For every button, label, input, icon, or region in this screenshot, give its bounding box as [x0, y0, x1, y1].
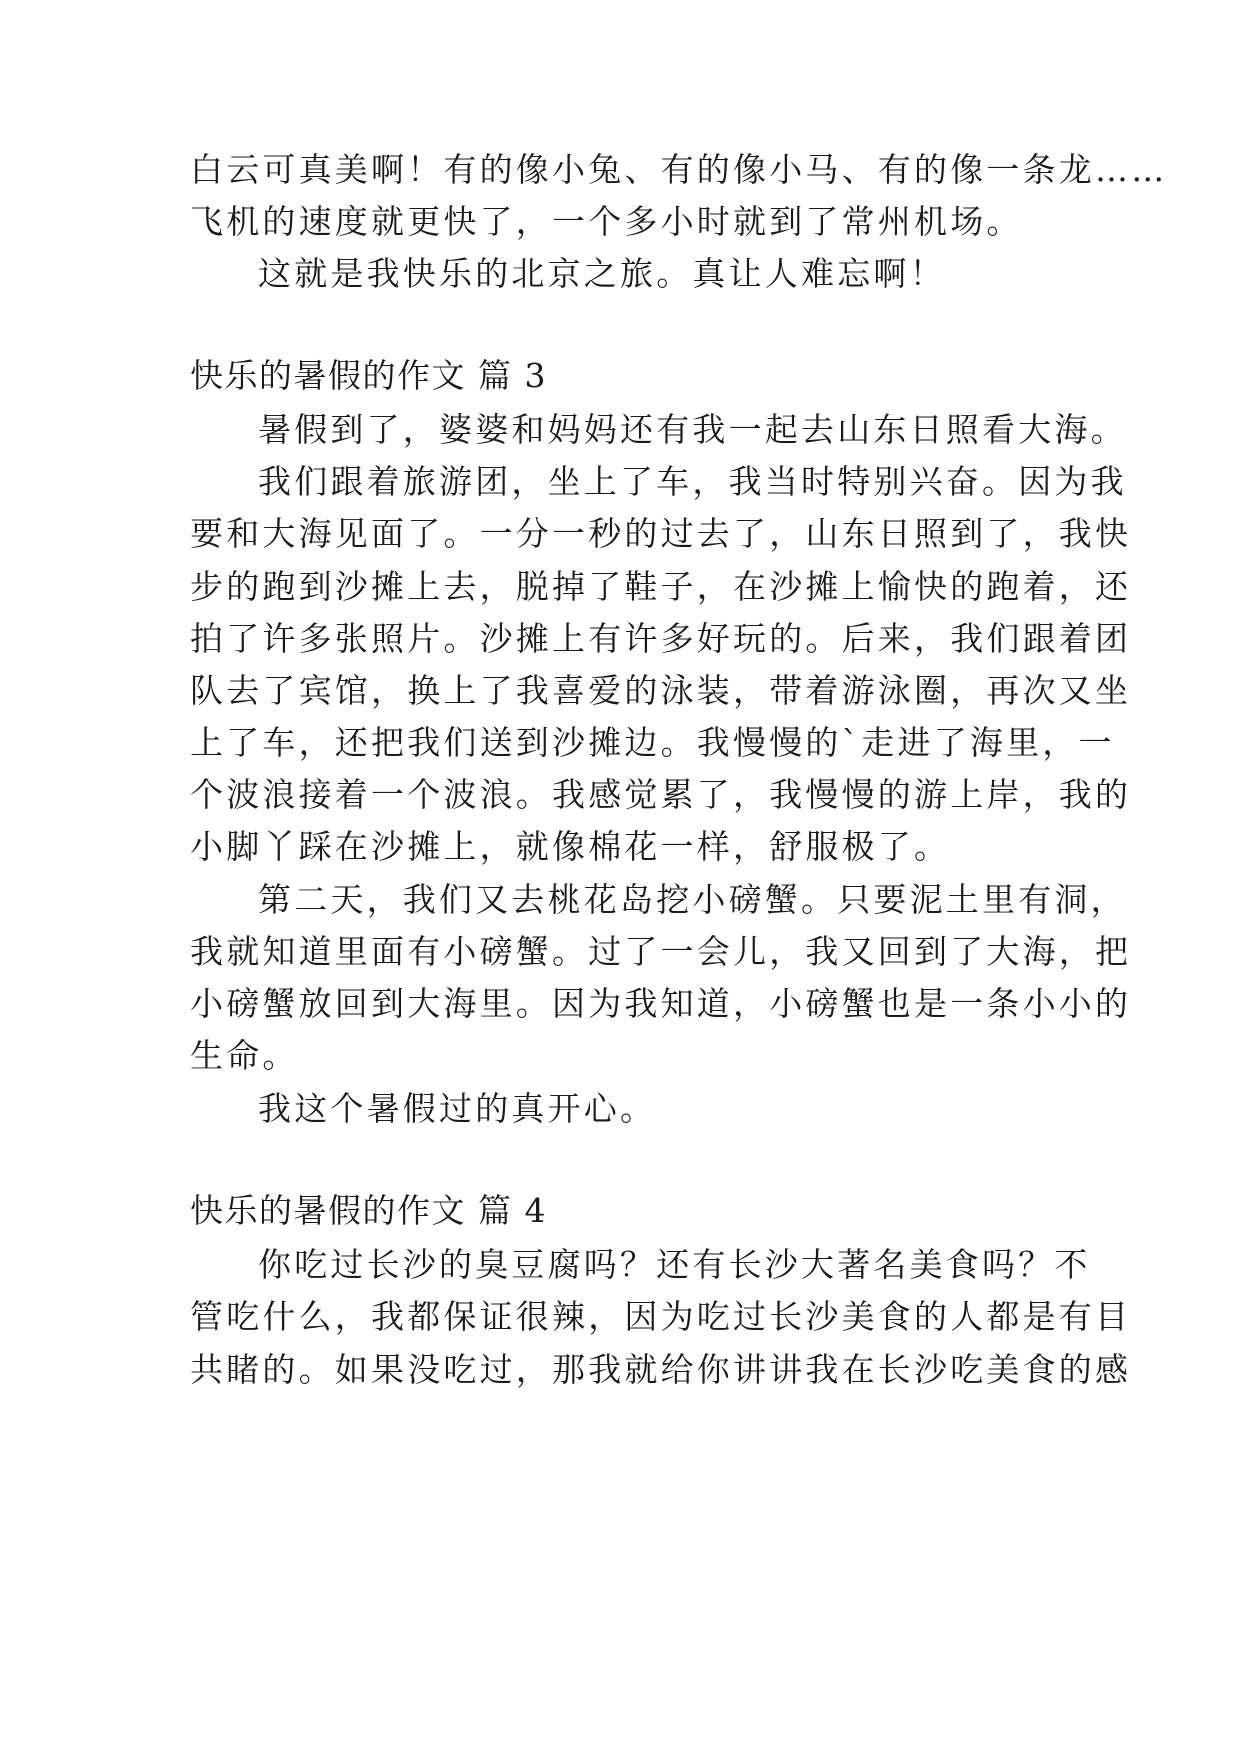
- body-line: 我就知道里面有小磅蟹。过了一会儿，我又回到了大海，把: [190, 932, 1132, 971]
- body-line: 白云可真美啊！有的像小兔、有的像小马、有的像一条龙……: [190, 150, 1168, 189]
- body-line: 小磅蟹放回到大海里。因为我知道，小磅蟹也是一条小小的: [190, 984, 1132, 1023]
- body-line: 步的跑到沙摊上去，脱掉了鞋子，在沙摊上愉快的跑着，还: [190, 567, 1132, 606]
- body-line: 拍了许多张照片。沙摊上有许多好玩的。后来，我们跟着团: [190, 619, 1132, 658]
- body-line: 要和大海见面了。一分一秒的过去了，山东日照到了，我快: [190, 514, 1132, 553]
- body-line: 暑假到了，婆婆和妈妈还有我一起去山东日照看大海。: [258, 410, 1127, 449]
- body-line: 这就是我快乐的北京之旅。真让人难忘啊！: [258, 254, 946, 293]
- body-line: 飞机的速度就更快了，一个多小时就到了常州机场。: [190, 202, 1023, 241]
- body-line: 你吃过长沙的臭豆腐吗？还有长沙大著名美食吗？不: [258, 1245, 1091, 1284]
- body-line: 队去了宾馆，换上了我喜爱的泳装，带着游泳圈，再次又坐: [190, 671, 1132, 710]
- body-line: 第二天，我们又去桃花岛挖小磅蟹。只要泥土里有洞，: [258, 880, 1127, 919]
- body-line: 上了车，还把我们送到沙摊边。我慢慢的`走进了海里，一: [190, 723, 1115, 762]
- body-line: 生命。: [190, 1036, 299, 1075]
- body-line: 管吃什么，我都保证很辣，因为吃过长沙美食的人都是有目: [190, 1297, 1132, 1336]
- body-line: 小脚丫踩在沙摊上，就像棉花一样，舒服极了。: [190, 827, 951, 866]
- section-heading: 快乐的暑假的作文 篇 4: [190, 1191, 547, 1230]
- section-heading: 快乐的暑假的作文 篇 3: [190, 356, 547, 395]
- body-line: 个波浪接着一个波浪。我感觉累了，我慢慢的游上岸，我的: [190, 775, 1132, 814]
- body-line: 共睹的。如果没吃过，那我就给你讲讲我在长沙吃美食的感: [190, 1350, 1132, 1389]
- body-line: 我们跟着旅游团，坐上了车，我当时特别兴奋。因为我: [258, 462, 1127, 501]
- body-line: 我这个暑假过的真开心。: [258, 1089, 657, 1128]
